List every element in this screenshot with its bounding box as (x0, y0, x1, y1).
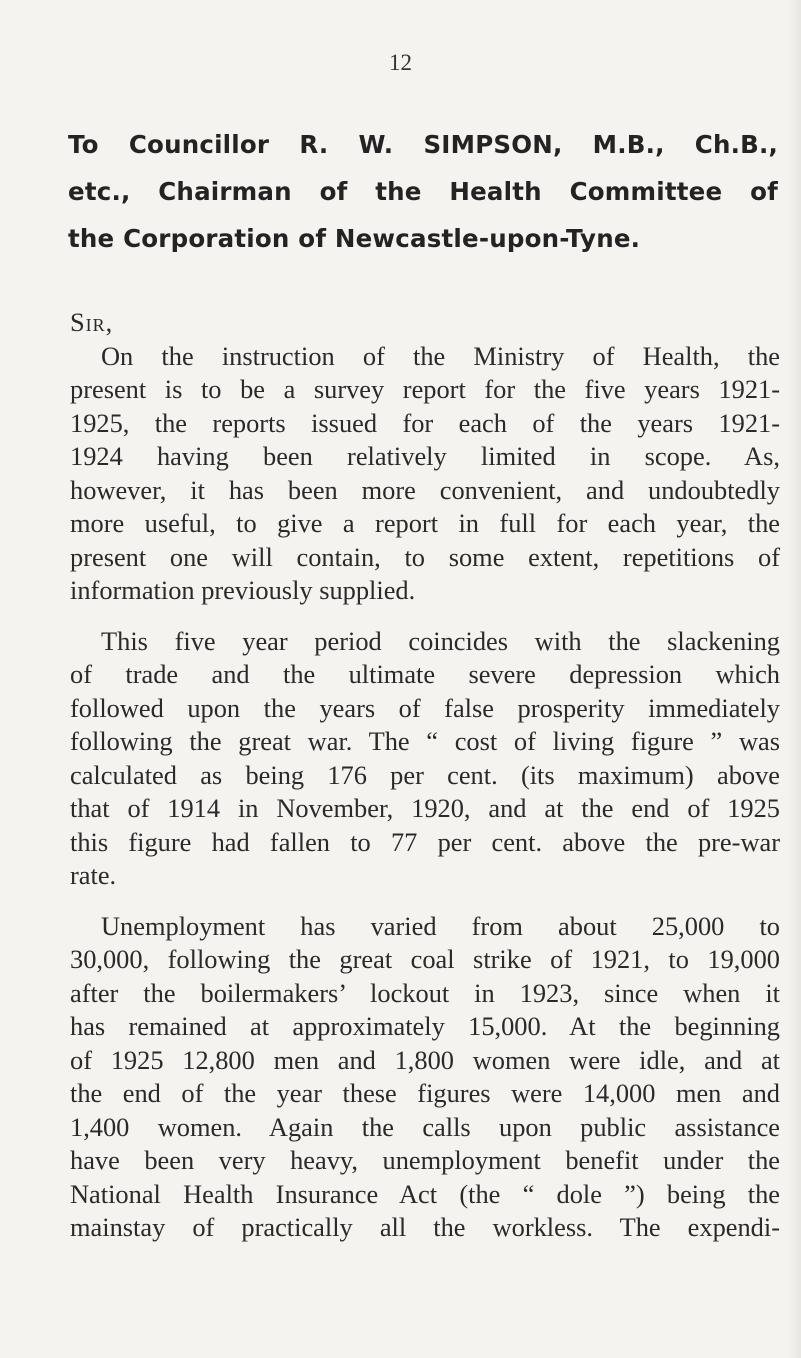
paragraph-line: that of 1914 in November, 1920, and at the end of 1925 (70, 793, 780, 823)
paragraph-line: 1,400 women. Again the calls upon public assistance (70, 1111, 780, 1142)
paragraph-line: On the instruction of the Ministry of Health, the (101, 340, 780, 371)
paragraph-line: after the boilermakers’ lockout in 1923, since when it (70, 977, 780, 1008)
page-edge-shadow (787, 0, 801, 1358)
paragraph-line: the end of the year these figures were 14,000 men and (70, 1078, 780, 1108)
paragraph (70, 910, 780, 1245)
heading-line: etc., Chairman of the Health Committee of (68, 177, 778, 206)
salutation: Sir, (70, 307, 114, 337)
heading-line: the Corporation of Newcastle-upon-Tyne. (68, 224, 641, 253)
paragraph-line: rate. (70, 860, 117, 890)
letter-heading (68, 121, 778, 262)
paragraph-line: of 1925 12,800 men and 1,800 women were idle, and at (70, 1044, 780, 1075)
paragraph-line: This five year period coincides with the slackening (101, 625, 780, 656)
paragraph-line: present is to be a survey report for the five years 1921- (70, 374, 780, 404)
paragraph-line: National Health Insurance Act (the “ dole ”) being the (70, 1178, 780, 1209)
heading-line: To Councillor R. W. SIMPSON, M.B., Ch.B., (68, 130, 778, 159)
paragraph-line: have been very heavy, unemployment benefit under the (70, 1145, 780, 1175)
paragraph-line: information previously supplied. (70, 575, 416, 605)
paragraph-line: however, it has been more convenient, and undoubtedly (70, 474, 780, 505)
paragraph-line: 1924 having been relatively limited in scope. As, (70, 441, 780, 471)
page-number: 12 (389, 50, 412, 75)
paragraph-spacer (70, 608, 780, 625)
paragraph-line: mainstay of practically all the workless. The expendi- (70, 1212, 780, 1242)
paragraph-line: has remained at approximately 15,000. At the beginning (70, 1011, 780, 1041)
paragraph-line: of trade and the ultimate severe depression which (70, 659, 780, 689)
paragraph-line: this figure had fallen to 77 per cent. above the pre-war (70, 826, 780, 857)
paragraph-line: present one will contain, to some extent, repetitions of (70, 541, 780, 572)
paragraph-line: followed upon the years of false prosperity immediately (70, 692, 780, 723)
paragraph (70, 340, 780, 608)
paragraph-line: 30,000, following the great coal strike of 1921, to 19,000 (70, 944, 780, 974)
paragraph (70, 625, 780, 893)
paragraph-spacer (70, 893, 780, 910)
paragraph-line: Unemployment has varied from about 25,000 to (101, 910, 780, 941)
paragraph-line: calculated as being 176 per cent. (its maximum) above (70, 759, 780, 790)
paragraph-line: more useful, to give a report in full for each year, the (70, 508, 780, 538)
paragraph-line: following the great war. The “ cost of living figure ” was (70, 726, 780, 756)
paragraph-line: 1925, the reports issued for each of the years 1921- (70, 407, 780, 438)
letter-body (70, 306, 780, 1245)
